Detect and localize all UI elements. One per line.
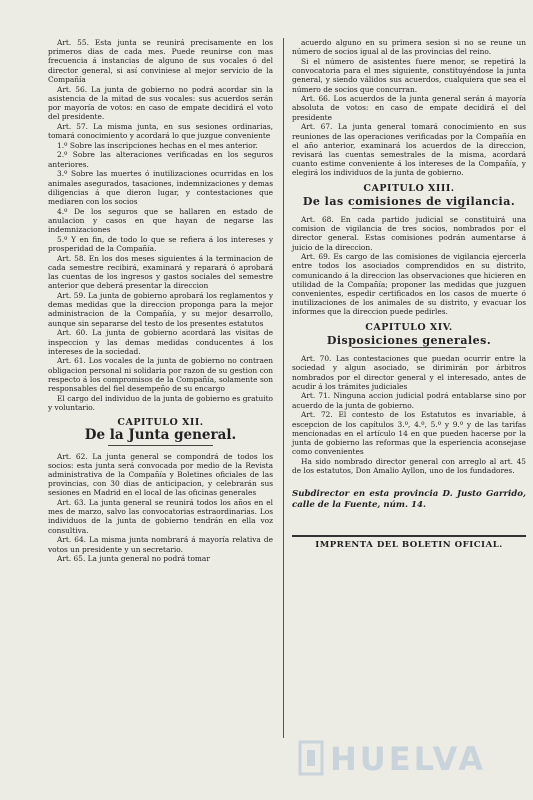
paragraph: 3.º Sobre las muertes ó inutilizaciones ocurridas en los animales asegurados, tasaciones, indemnizaciones y demas diligencias á que dieron lugar, y contestaciones que mediaren con los socios xyxy=(48,169,273,206)
left-column xyxy=(48,38,273,564)
paragraph: 5.º Y en fin, de todo lo que se refiera á los intereses y prosperidad de la Compañía. xyxy=(48,234,273,253)
paragraph: Art. 65. La junta general no podrá tomar xyxy=(57,554,210,564)
paragraph: Art. 58. En los dos meses siguientes á la terminacion de cada semestre recibirá, examinará y reparará ó aprobará las cuentas de los ingresos y gastos sociales del semestre anterior que deberá presentar la direccion xyxy=(48,253,273,291)
paragraph: Art. 71. Ninguna accion judicial podrá entablarse sino por acuerdo de la junta de gobierno. xyxy=(292,391,526,410)
paragraph: Art. 55. Esta junta se reunirá precisamente en los primeros dias de cada mes. Puede reunirse con mas frecuencia á instancias de alguno de sus vocales ó del director general, si así conviniese al mejor servicio de la Compañía xyxy=(48,38,273,84)
paragraph: Art. 69. Es cargo de las comisiones de vigilancia ejercerla entre todos los asociados comprendidos en su distrito, comunicando á la direccion las observaciones que hicieren en utilidad de la Compañía; proponer las medidas que juzguen convenientes, espedir certificados en los casos de muerte ó inutilizaciones de los animales de su distrito, y evacuar los informes que la direccion puede pedirles. xyxy=(292,252,526,317)
paragraph: Art. 63. La junta general se reunirá todos los años en el mes de marzo, salvo las convocatorias estraordinarias. Los individuos de la junta de gobierno tendrán en ella voz consultiva. xyxy=(48,498,273,535)
heading-rule xyxy=(352,347,466,348)
watermark: HUELVA xyxy=(330,740,486,778)
section-title: De las comisiones de vigilancia. xyxy=(302,194,516,208)
paragraph: Art. 72. El contesto de los Estatutos es invariable, á escepcion de los capítulos 3.º, 4.º, 5.º y 9.º y de las tarifas mencionadas en el artículo 14 en que pueden hacerse por la junta de gobierno las reformas que la esperiencia aconsejase como convenientes xyxy=(292,410,526,457)
paragraph: Art. 70. Las contestaciones que puedan ocurrir entre la sociedad y algun asociado, se dirimirán por árbitros nombrados por el director general y el interesado, antes de acudir á los trámites judiciales xyxy=(292,354,526,391)
paragraph: Art. 61. Los vocales de la junta de gobierno no contraen obligacion personal ni solidaria por razon de su gestion con respecto á los compromisos de la Compañía, solamente son responsables del fiel desempeño de su encargo xyxy=(48,356,273,394)
imprenta-footer: IMPRENTA DEL BOLETIN OFICIAL. xyxy=(315,540,503,551)
paragraph: Art. 57. La misma junta, en sus sesiones ordinarias, tomará conocimiento y acordará lo que juzgue conveniente xyxy=(48,121,273,141)
paragraph: 2.º Sobre las alteraciones verificadas en los seguros anteriores. xyxy=(48,150,273,169)
right-column xyxy=(292,38,526,550)
paragraph: El cargo del individuo de la junta de gobierno es gratuito y voluntario. xyxy=(48,393,273,412)
bottom-rule xyxy=(292,535,526,537)
subdirector-note: Subdirector en esta provincia D. Justo Garrido, calle de la Fuente, núm. 14. xyxy=(292,489,526,511)
paragraph: Art. 62. La junta general se compondrá de todos los socios: esta junta será convocada por medio de la Revista administrativa de la Compañía y Boletines oficiales de las provincias, con 30 dias de anticipacion, y celebrarán sus sesiones en Madrid en el local de las oficinas generales xyxy=(48,451,273,498)
heading-rule xyxy=(352,208,466,209)
chapter-heading: CAPITULO XIII. xyxy=(363,182,455,194)
paragraph: Art. 56. La junta de gobierno no podrá acordar sin la asistencia de la mitad de sus vocales: sus acuerdos serán por mayoría de votos: en caso de empate decidirá el voto del presidente. xyxy=(48,84,273,122)
paragraph: Si el número de asistentes fuere menor, se repetirá la convocatoria para el mes siguiente, constituyéndose la junta general, y siendo válidos sus acuerdos, cualquiera que sea el número de socios que concurran. xyxy=(292,56,526,94)
paragraph: Art. 60. La junta de gobierno acordará las visitas de inspeccion y las demas medidas conducentes á los intereses de la sociedad. xyxy=(48,328,273,356)
paragraph: Art. 59. La junta de gobierno aprobará los reglamentos y demas medidas que la direccion proponga para la mejor administracion de la Compañía, y su mejor desarrollo, aunque sin separarse del testo de los presentes estatutos xyxy=(48,290,273,328)
paragraph: Art. 67. La junta general tomará conocimiento en sus reuniones de las operaciones verificadas por la Compañía en el año anterior, examinará los acuerdos de la direccion, revisará las cuentas semestrales de la misma, acordará cuanto estime conveniente á los intereses de la Compañía, y elegirá los individuos de la junta de gobierno. xyxy=(292,122,526,178)
chapter-heading: CAPITULO XIV. xyxy=(365,321,453,333)
heading-rule xyxy=(108,445,213,446)
paragraph: Ha sido nombrado director general con arreglo al art. 45 de los estatutos, Don Amalio Ayllon, uno de los fundadores. xyxy=(292,456,526,476)
right-column-articles xyxy=(292,38,526,475)
watermark-logo-icon xyxy=(298,738,324,778)
paragraph: Art. 66. Los acuerdos de la junta general serán á mayoría absoluta de votos: en caso de empate decidirá el del presidente xyxy=(292,94,526,122)
chapter-heading: CAPITULO XII. xyxy=(117,417,204,429)
section-title: Disposiciones generales. xyxy=(326,333,492,347)
paragraph: acuerdo alguno en su primera sesion si no se reune un número de socios igual al de las provincias del reino. xyxy=(292,38,526,57)
paragraph: 4.º De los seguros que se hallaren en estado de anulacion y casos en que hayan de negarse las indemnizaciones xyxy=(48,206,273,235)
column-divider xyxy=(283,38,284,738)
section-title: De la Junta general. xyxy=(84,427,237,444)
paragraph: Art. 64. La misma junta nombrará á mayoría relativa de votos un presidente y un secretario. xyxy=(48,535,273,554)
paragraph: 1.º Sobre las inscripciones hechas en el mes anterior. xyxy=(57,140,258,150)
paragraph: Art. 68. En cada partido judicial se constituirá una comision de vigilancia de tres socios, nombrados por el director general. Estas comisiones podrán aumentarse á juicio de la direccion. xyxy=(292,214,526,252)
